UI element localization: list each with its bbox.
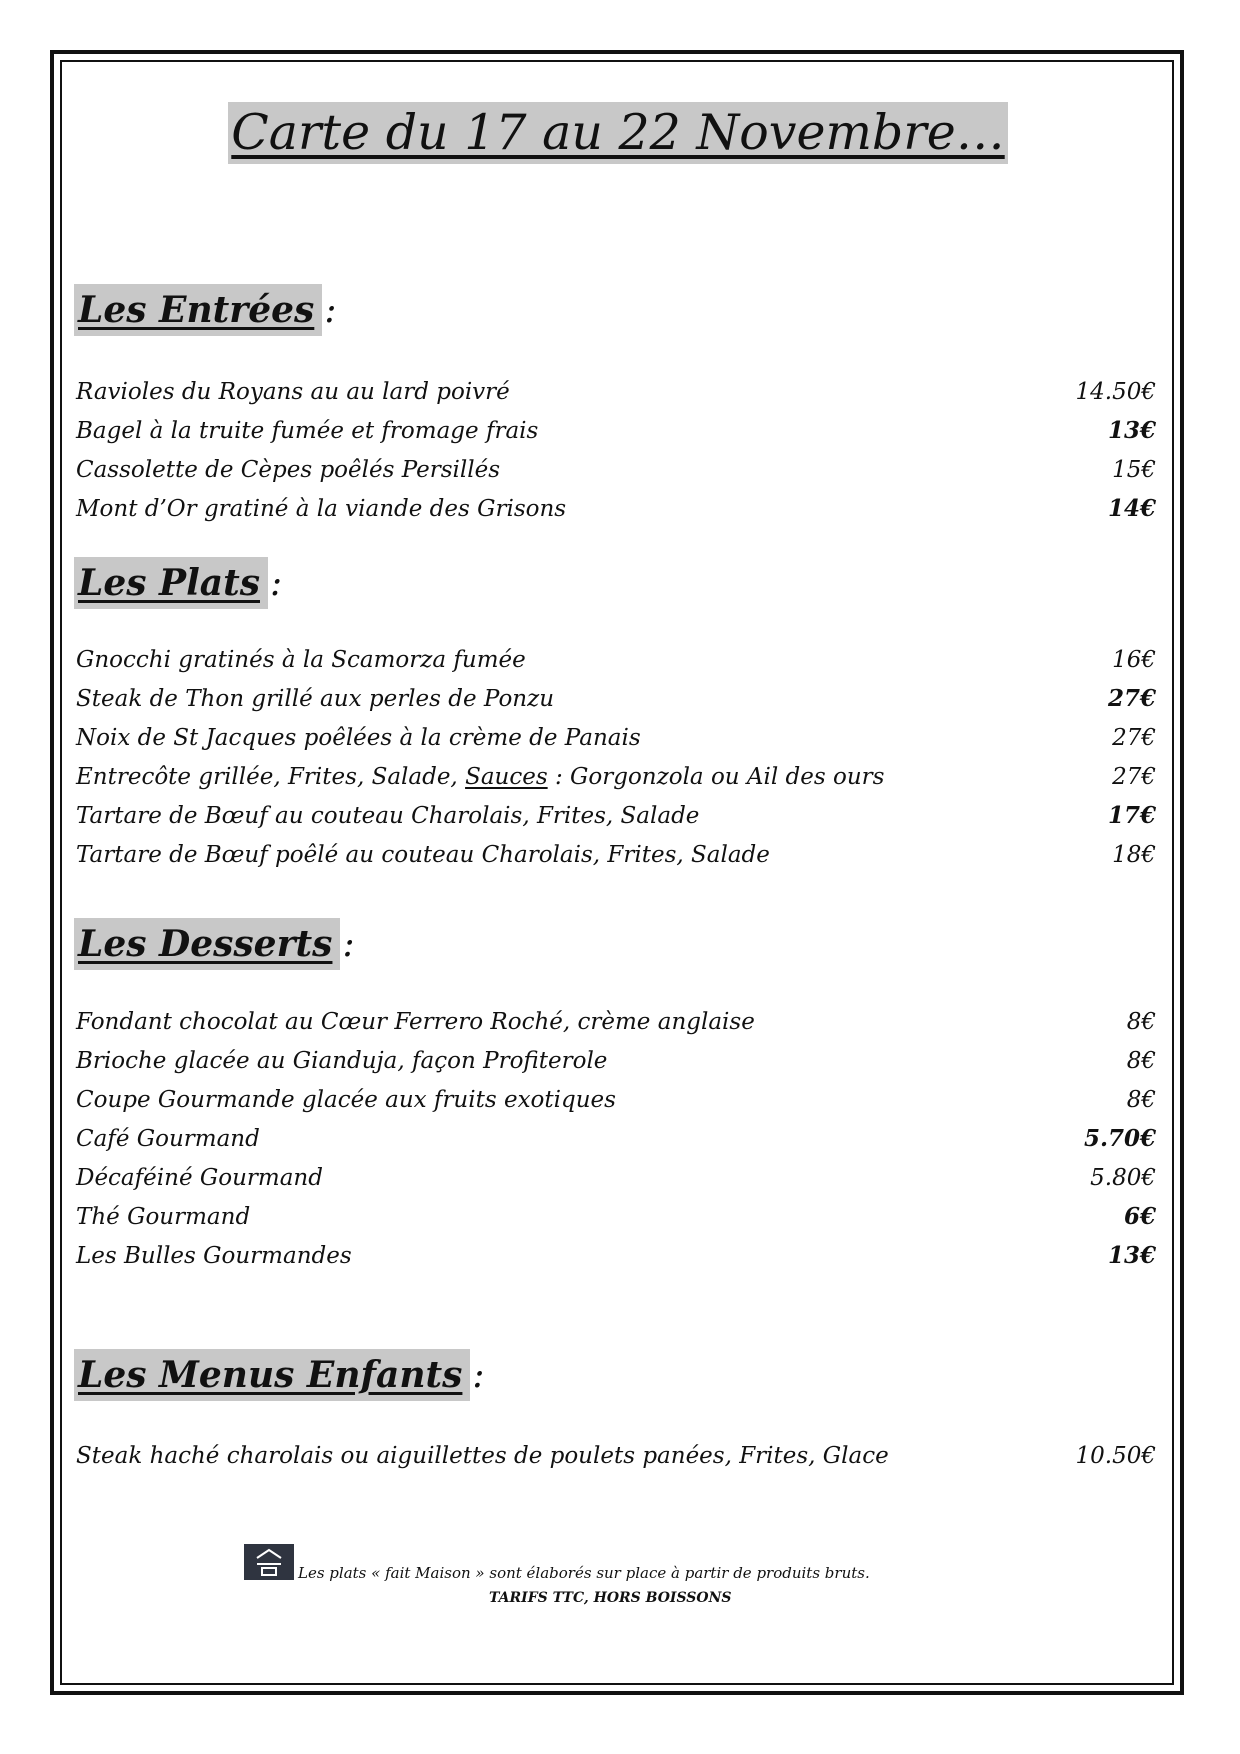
section-heading-menus-enfants: Les Menus Enfants :: [74, 1349, 485, 1401]
section-heading-text: Les Plats: [74, 557, 268, 609]
menu-item: Bagel à la truite fumée et fromage frais 13€: [76, 417, 1156, 444]
menu-item: Fondant chocolat au Cœur Ferrero Roché, crème anglaise 8€: [76, 1009, 1156, 1035]
menu-item: Steak de Thon grillé aux perles de Ponzu 27€: [76, 685, 1156, 712]
footer-tarifs: TARIFS TTC, HORS BOISSONS: [489, 1590, 732, 1606]
menu-item: Tartare de Bœuf au couteau Charolais, Frites, Salade 17€: [76, 802, 1156, 829]
menu-item: Gnocchi gratinés à la Scamorza fumée 16€: [76, 647, 1156, 673]
house-icon: [244, 1544, 294, 1580]
section-heading-desserts: Les Desserts :: [74, 918, 355, 970]
section-heading-text: Les Menus Enfants: [74, 1349, 470, 1401]
menu-item: Café Gourmand 5.70€: [76, 1125, 1156, 1152]
section-heading-text: Les Entrées: [74, 284, 322, 336]
footer: [244, 1544, 1004, 1614]
page-title: Carte du 17 au 22 Novembre…: [228, 102, 1008, 164]
menu-item: Steak haché charolais ou aiguillettes de poulets panées, Frites, Glace 10.50€: [76, 1443, 1156, 1469]
menu-item: Entrecôte grillée, Frites, Salade, Sauces : Gorgonzola ou Ail des ours 27€: [76, 764, 1156, 790]
menu-item: Coupe Gourmande glacée aux fruits exotiques 8€: [76, 1087, 1156, 1113]
menu-item: Brioche glacée au Gianduja, façon Profiterole 8€: [76, 1048, 1156, 1074]
section-heading-plats: Les Plats :: [74, 557, 282, 609]
menu-item: Thé Gourmand 6€: [76, 1203, 1156, 1230]
section-heading-entrees: Les Entrées :: [74, 284, 336, 336]
menu-item: Les Bulles Gourmandes 13€: [76, 1242, 1156, 1269]
menu-item: Décaféiné Gourmand 5.80€: [76, 1165, 1156, 1191]
menu-item: Cassolette de Cèpes poêlés Persillés 15€: [76, 457, 1156, 483]
footer-note: Les plats « fait Maison » sont élaborés sur place à partir de produits bruts.: [298, 1564, 870, 1582]
menu-item: Ravioles du Royans au au lard poivré 14.50€: [76, 379, 1156, 405]
section-heading-text: Les Desserts: [74, 918, 340, 970]
menu-item: Mont d’Or gratiné à la viande des Grisons 14€: [76, 495, 1156, 522]
menu-item: Noix de St Jacques poêlées à la crème de Panais 27€: [76, 725, 1156, 751]
menu-item: Tartare de Bœuf poêlé au couteau Charolais, Frites, Salade 18€: [76, 842, 1156, 868]
